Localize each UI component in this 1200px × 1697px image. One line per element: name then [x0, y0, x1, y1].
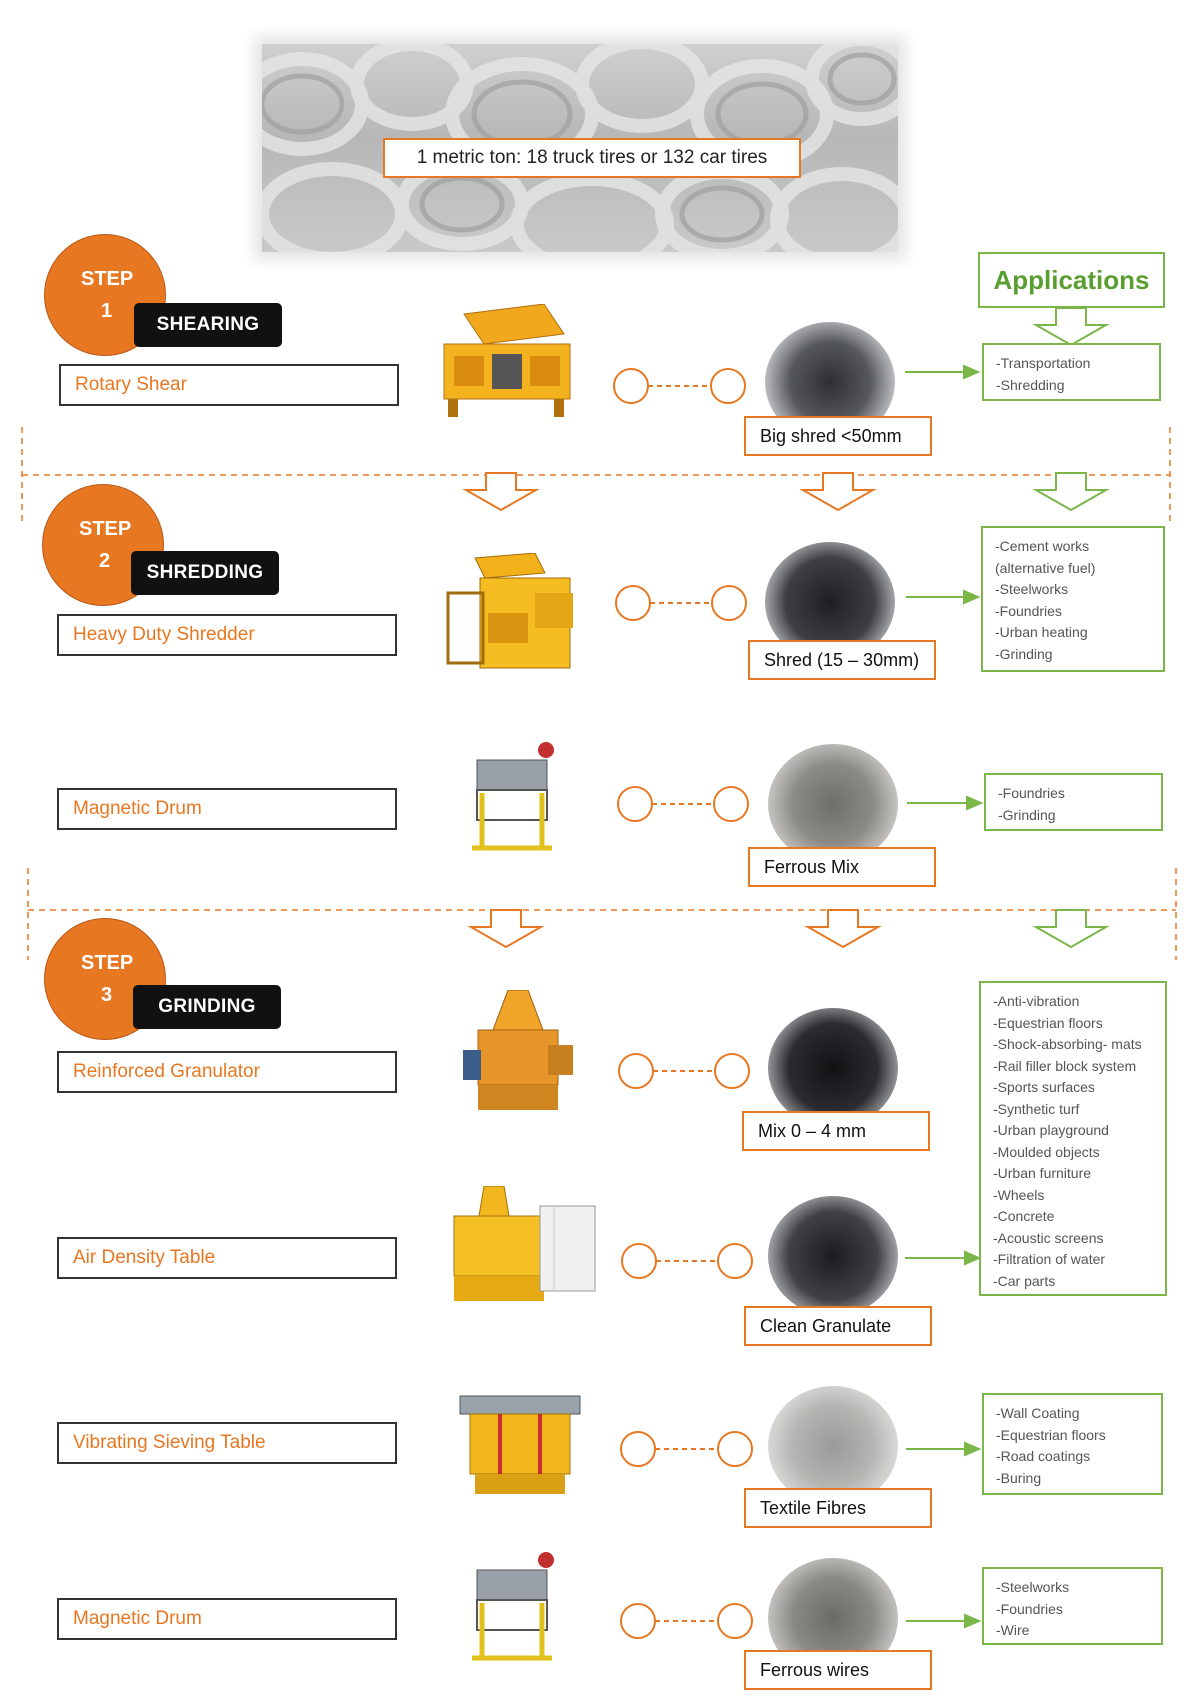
app-item: -Foundries — [998, 785, 1065, 801]
app-item: -Equestrian floors — [993, 1014, 1103, 1031]
product-clean-granulate: Clean Granulate — [744, 1306, 932, 1346]
app-item: -Wheels — [993, 1186, 1045, 1203]
app-item: -Grinding — [995, 645, 1053, 662]
product-big-shred: Big shred <50mm — [744, 416, 932, 456]
app-item: -Acoustic screens — [993, 1229, 1104, 1246]
app-item: -Foundries — [996, 1600, 1063, 1617]
app-item: -Road coatings — [996, 1448, 1091, 1464]
product-ferrous-wires: Ferrous wires — [744, 1650, 932, 1690]
connector-5 — [622, 1244, 752, 1278]
machine-reinforced-granulator: Reinforced Granulator — [57, 1051, 397, 1093]
app-item: -Grinding — [998, 806, 1056, 823]
step-1-word: STEP — [81, 268, 134, 290]
app-item: -Foundries — [995, 602, 1062, 619]
rotary-shear-image — [434, 304, 580, 418]
machine-heavy-duty-shredder: Heavy Duty Shredder — [57, 614, 397, 656]
applications-granulate — [979, 981, 1167, 1296]
ferrous-mix-image — [768, 744, 898, 864]
app-item: (alternative fuel) — [995, 559, 1096, 576]
applications-ferrous-mix — [984, 773, 1163, 831]
app-item: -Sports surfaces — [993, 1079, 1095, 1095]
app-item: -Rail filler block system — [993, 1057, 1137, 1074]
app-item: -Urban playground — [993, 1122, 1109, 1138]
connector-6 — [621, 1432, 752, 1466]
clean-granulate-image — [768, 1196, 898, 1316]
app-item: -Wall Coating — [996, 1405, 1080, 1421]
app-item: -Wire — [996, 1622, 1030, 1638]
step-1-tag: SHEARING — [134, 303, 282, 347]
product-mix-0-4: Mix 0 – 4 mm — [742, 1111, 930, 1151]
machine-air-density-table: Air Density Table — [57, 1237, 397, 1279]
applications-title: Applications — [978, 252, 1165, 308]
app-item: -Cement works — [995, 538, 1090, 554]
app-item: -Shock-absorbing- mats — [993, 1036, 1142, 1052]
step-3-word: STEP — [81, 952, 134, 974]
machine-rotary-shear: Rotary Shear — [59, 364, 399, 406]
machine-vibrating-sieving-table: Vibrating Sieving Table — [57, 1422, 397, 1464]
connector-7 — [621, 1604, 752, 1638]
heavy-duty-shredder-image — [440, 553, 580, 678]
connector-3 — [618, 787, 748, 821]
mix-0-4-image — [768, 1008, 898, 1128]
app-item: -Car parts — [993, 1272, 1056, 1289]
applications-shredding — [981, 526, 1165, 672]
applications-shearing — [982, 343, 1161, 401]
air-density-table-image — [444, 1186, 604, 1310]
product-ferrous-mix: Ferrous Mix — [748, 847, 936, 887]
reinforced-granulator-image — [458, 990, 578, 1118]
magnetic-drum-image — [462, 738, 562, 858]
app-item: -Transportation — [996, 355, 1091, 371]
app-item: -Equestrian floors — [996, 1426, 1106, 1443]
connector-1 — [614, 369, 745, 403]
step-2-number: 2 — [99, 550, 111, 572]
applications-ferrous-wires — [982, 1567, 1163, 1645]
app-item: -Shredding — [996, 376, 1065, 393]
app-item: -Steelworks — [996, 1579, 1070, 1595]
applications-textile — [982, 1393, 1163, 1495]
app-item: -Synthetic turf — [993, 1100, 1080, 1117]
app-item: -Steelworks — [995, 581, 1069, 597]
app-item: -Urban furniture — [993, 1165, 1092, 1181]
step-3-number: 3 — [101, 984, 113, 1006]
app-item: -Urban heating — [995, 624, 1088, 640]
vibrating-sieving-table-image — [455, 1386, 585, 1506]
step-2-word: STEP — [79, 518, 132, 540]
step-1-number: 1 — [101, 300, 113, 322]
step-3-tag: GRINDING — [133, 985, 281, 1029]
app-item: -Buring — [996, 1469, 1042, 1486]
machine-magnetic-drum: Magnetic Drum — [57, 788, 397, 830]
product-shred: Shred (15 – 30mm) — [748, 640, 936, 680]
app-item: -Moulded objects — [993, 1143, 1100, 1160]
app-item: -Filtration of water — [993, 1251, 1106, 1267]
step-2-tag: SHREDDING — [131, 551, 279, 595]
connector-4 — [619, 1054, 749, 1088]
app-item: -Concrete — [993, 1208, 1055, 1224]
banner-caption: 1 metric ton: 18 truck tires or 132 car tires — [383, 138, 801, 178]
app-item: -Anti-vibration — [993, 993, 1080, 1009]
machine-magnetic-drum-2: Magnetic Drum — [57, 1598, 397, 1640]
product-textile-fibres: Textile Fibres — [744, 1488, 932, 1528]
magnetic-drum-2-image — [462, 1548, 562, 1668]
connector-2 — [616, 586, 746, 620]
